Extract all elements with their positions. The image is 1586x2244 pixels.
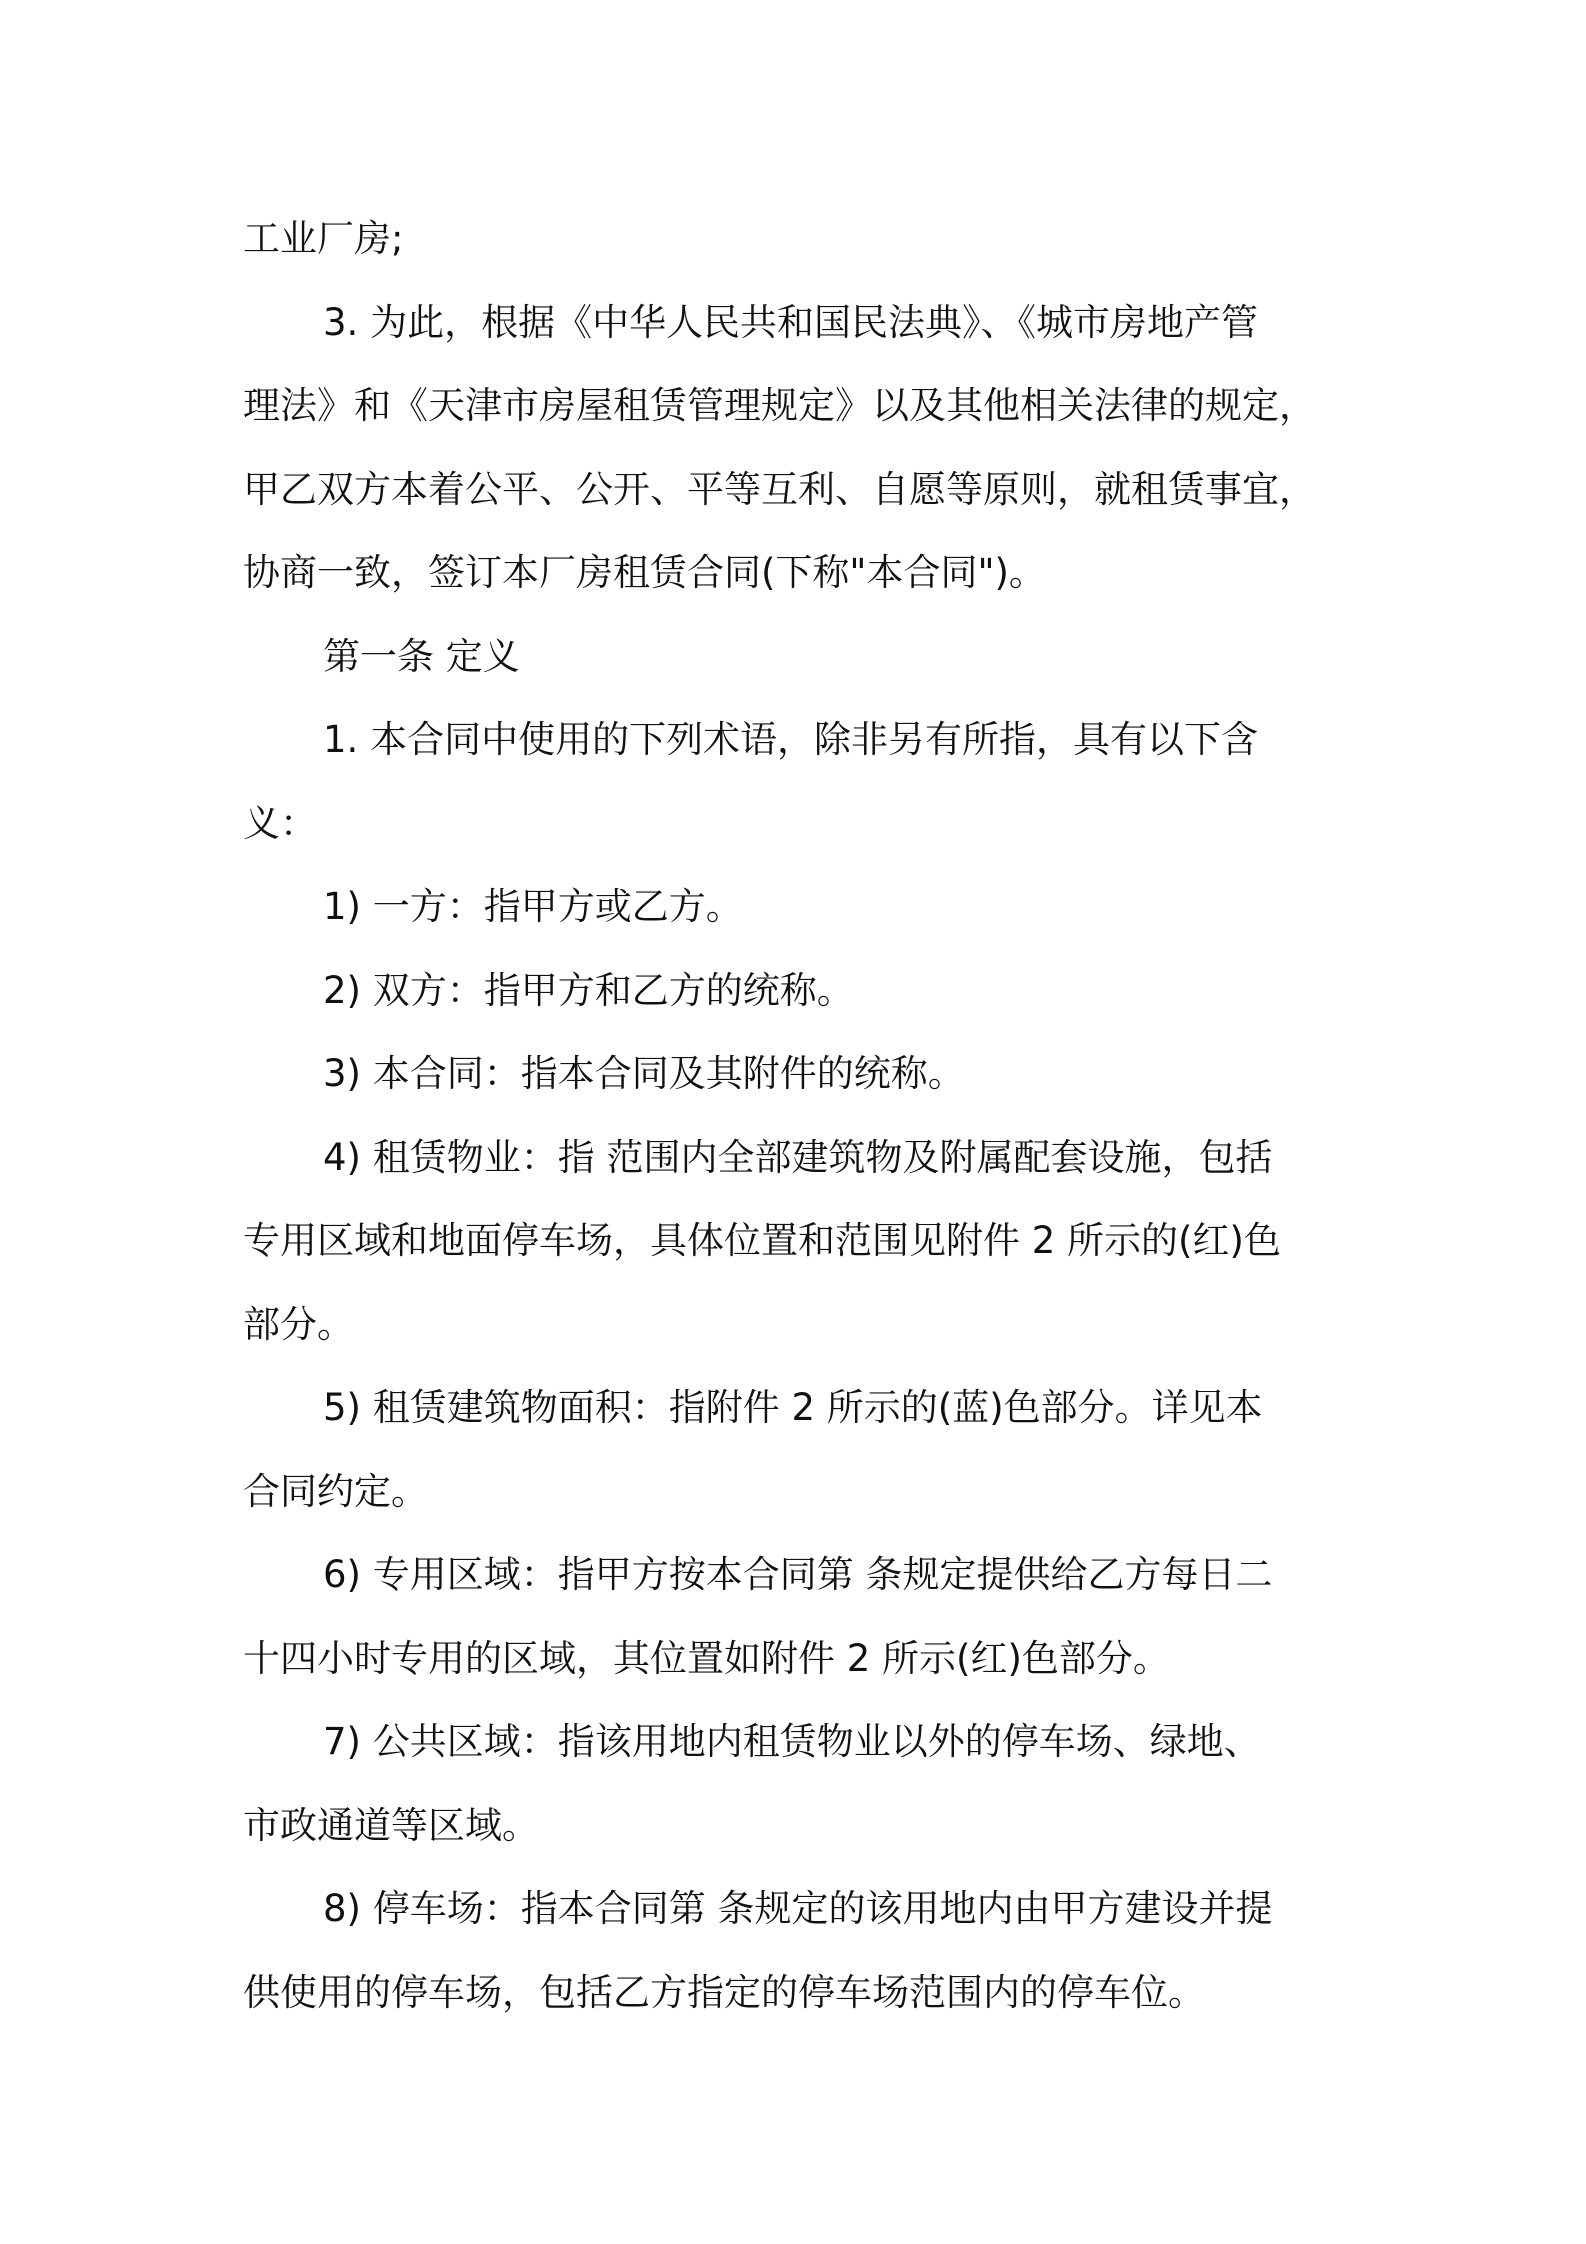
paragraph-3-line-3: 甲乙双方本着公平、公开、平等互利、自愿等原则，就租赁事宜，: [243, 467, 1316, 511]
definition-item-6-line-1: 6) 专用区域：指甲方按本合同第 条规定提供给乙方每日二: [323, 1553, 1273, 1596]
definition-item-4-line-2: 专用区域和地面停车场，具体位置和范围见附件 2 所示的(红)色: [243, 1219, 1281, 1262]
definition-intro-line-1: 1. 本合同中使用的下列术语，除非另有所指，具有以下含: [323, 718, 1259, 761]
definition-item-5-line-2: 合同约定。: [243, 1469, 428, 1513]
definition-item-3: 3) 本合同：指本合同及其附件的统称。: [323, 1052, 965, 1095]
definition-item-8-line-2: 供使用的停车场，包括乙方指定的停车场范围内的停车位。: [243, 1970, 1205, 2014]
definition-item-4-line-1: 4) 租赁物业：指 范围内全部建筑物及附属配套设施，包括: [323, 1135, 1273, 1179]
article-1-heading: 第一条 定义: [323, 634, 520, 678]
definition-item-1: 1) 一方：指甲方或乙方。: [323, 885, 743, 928]
definition-item-8-line-1: 8) 停车场：指本合同第 条规定的该用地内由甲方建设并提: [323, 1887, 1273, 1930]
paragraph-3-line-1: 3. 为此，根据《中华人民共和国民法典》、《城市房地产管: [323, 300, 1259, 344]
contract-text: [243, 197, 1358, 2034]
paragraph-3-line-2: 理法》和《天津市房屋租赁管理规定》以及其他相关法律的规定，: [243, 384, 1316, 427]
text-line-continuation: 工业厂房;: [243, 217, 404, 260]
definition-item-7-line-1: 7) 公共区域：指该用地内租赁物业以外的停车场、绿地、: [323, 1720, 1261, 1763]
definition-item-5-line-1: 5) 租赁建筑物面积：指附件 2 所示的(蓝)色部分。详见本: [323, 1386, 1263, 1429]
definition-item-6-line-2: 十四小时专用的区域，其位置如附件 2 所示(红)色部分。: [243, 1636, 1170, 1680]
definition-intro-line-2: 义：: [243, 801, 317, 845]
definition-item-7-line-2: 市政通道等区域。: [243, 1803, 539, 1847]
paragraph-3-line-4: 协商一致，签订本厂房租赁合同(下称"本合同")。: [243, 551, 1046, 594]
definition-item-4-line-3: 部分。: [243, 1302, 354, 1346]
definition-item-2: 2) 双方：指甲方和乙方的统称。: [323, 968, 854, 1012]
